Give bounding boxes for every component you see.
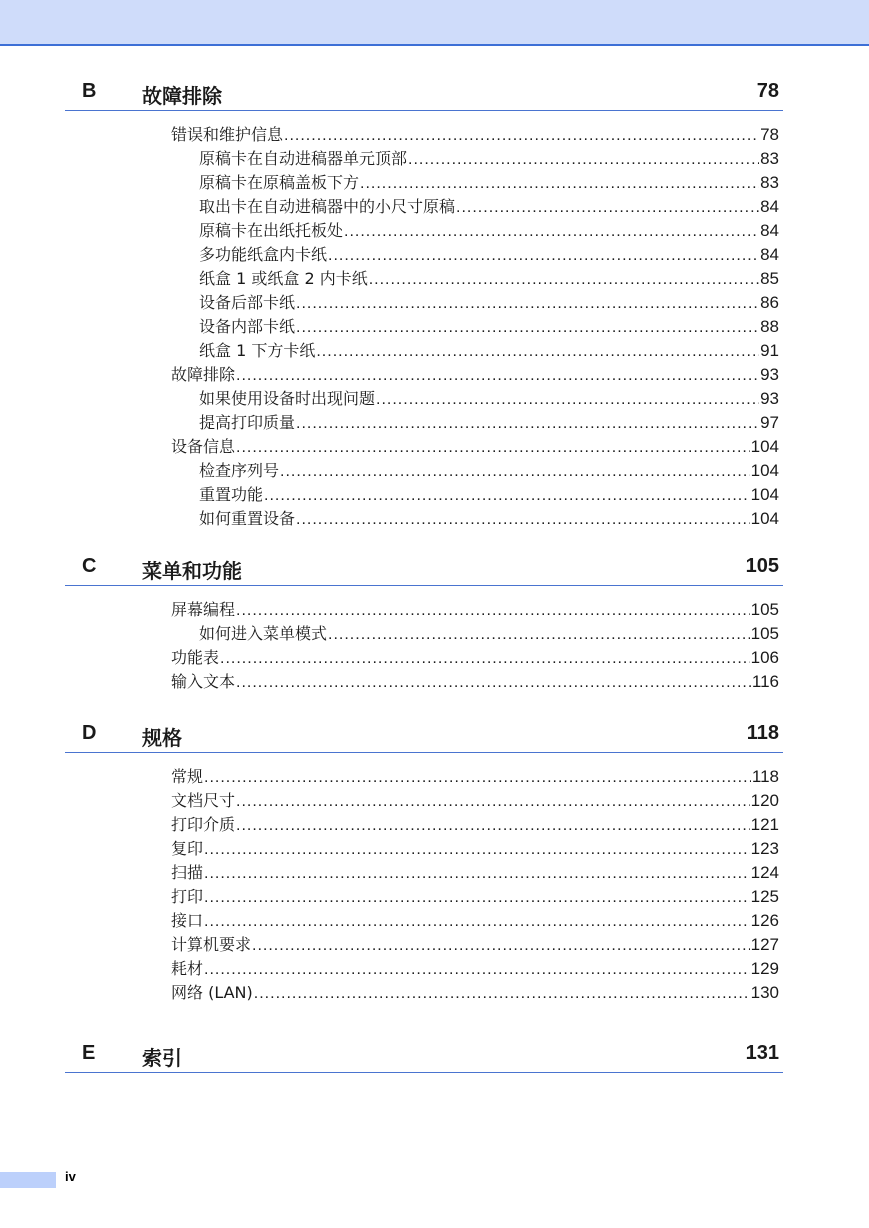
toc-entry-label: 屏幕编程 [171, 600, 236, 619]
toc-entry[interactable] [171, 861, 783, 885]
dot-leader [316, 340, 759, 364]
toc-entry-label: 接口 [171, 911, 204, 930]
toc-entry-label: 设备后部卡纸 [199, 293, 296, 312]
dot-leader [369, 268, 759, 292]
toc-entry[interactable] [171, 123, 783, 147]
toc-entry-label: 检查序列号 [199, 461, 280, 480]
section-title: 索引 [142, 1046, 182, 1070]
toc-subentry[interactable] [199, 219, 783, 243]
toc-entry-page: 104 [750, 509, 779, 528]
dot-leader [236, 599, 750, 623]
toc-entry-label: 输入文本 [171, 672, 236, 691]
toc-entry[interactable] [171, 435, 783, 459]
dot-leader [264, 484, 750, 508]
toc-subentry[interactable] [199, 622, 783, 646]
toc-entry-label: 如何进入菜单模式 [199, 624, 328, 643]
toc-entry-page: 88 [760, 317, 779, 336]
toc-entry-label: 故障排除 [171, 365, 236, 384]
toc-entry[interactable] [171, 957, 783, 981]
dot-leader [204, 910, 750, 934]
toc-entry-page: 93 [760, 389, 779, 408]
toc-entry-label: 设备内部卡纸 [199, 317, 296, 336]
toc-entry-page: 78 [760, 125, 779, 144]
dot-leader [236, 814, 750, 838]
dot-leader [296, 316, 759, 340]
toc-entry-label: 打印 [171, 887, 204, 906]
toc-entry-page: 84 [760, 245, 779, 264]
header-band [0, 0, 869, 46]
toc-subentry[interactable] [199, 315, 783, 339]
toc-subentry[interactable] [199, 147, 783, 171]
toc-entry-page: 125 [750, 887, 779, 906]
toc-subentry[interactable] [199, 411, 783, 435]
dot-leader [284, 124, 759, 148]
toc-entry-page: 105 [750, 624, 779, 643]
dot-leader [296, 508, 750, 532]
toc-entry-label: 功能表 [171, 648, 220, 667]
toc-subentry[interactable] [199, 507, 783, 531]
toc-entry-page: 91 [760, 341, 779, 360]
toc-entry-label: 纸盒 1 下方卡纸 [199, 341, 316, 360]
dot-leader [236, 790, 750, 814]
dot-leader [204, 886, 750, 910]
section-letter: D [82, 722, 97, 744]
dot-leader [204, 862, 750, 886]
section-page-number: 78 [756, 80, 779, 102]
toc-entry-page: 85 [760, 269, 779, 288]
toc-entry[interactable] [171, 909, 783, 933]
toc-subentry[interactable] [199, 387, 783, 411]
toc-subentry[interactable] [199, 459, 783, 483]
toc-entry-label: 纸盒 1 或纸盒 2 内卡纸 [199, 269, 368, 288]
section-page-number: 131 [745, 1042, 779, 1064]
toc-entry[interactable] [171, 598, 783, 622]
toc-entry-page: 84 [760, 197, 779, 216]
toc-section-d [65, 722, 783, 1005]
toc-entry-label: 计算机要求 [171, 935, 252, 954]
toc-entry[interactable] [171, 670, 783, 694]
dot-leader [376, 388, 759, 412]
dot-leader [236, 671, 751, 695]
toc-subentry[interactable] [199, 243, 783, 267]
toc-entry-page: 84 [760, 221, 779, 240]
toc-entry-page: 121 [750, 815, 779, 834]
section-title: 规格 [142, 726, 182, 750]
toc-entry[interactable] [171, 765, 783, 789]
toc-entry-page: 116 [751, 672, 779, 691]
toc-entry-page: 97 [760, 413, 779, 432]
toc-entry-page: 130 [750, 983, 779, 1002]
dot-leader [252, 934, 750, 958]
toc-entry-label: 原稿卡在出纸托板处 [199, 221, 344, 240]
section-letter: C [82, 555, 97, 577]
toc-subentry[interactable] [199, 195, 783, 219]
toc-entry[interactable] [171, 837, 783, 861]
toc-entry-list [65, 598, 783, 694]
dot-leader [280, 460, 750, 484]
section-heading [65, 722, 783, 753]
toc-entry-page: 126 [750, 911, 779, 930]
toc-subentry[interactable] [199, 483, 783, 507]
toc-entry[interactable] [171, 933, 783, 957]
toc-entry[interactable] [171, 789, 783, 813]
toc-entry-label: 文档尺寸 [171, 791, 236, 810]
toc-entry-label: 错误和维护信息 [171, 125, 284, 144]
toc-entry-list [65, 765, 783, 1005]
toc-entry-page: 104 [750, 437, 779, 456]
dot-leader [408, 148, 759, 172]
section-heading [65, 1042, 783, 1073]
toc-entry-label: 耗材 [171, 959, 204, 978]
toc-entry[interactable] [171, 981, 783, 1005]
toc-entry-label: 重置功能 [199, 485, 264, 504]
toc-section-c [65, 555, 783, 694]
toc-entry-label: 提高打印质量 [199, 413, 296, 432]
toc-entry-label: 设备信息 [171, 437, 236, 456]
dot-leader [220, 647, 750, 671]
dot-leader [254, 982, 750, 1006]
toc-entry-page: 129 [750, 959, 779, 978]
toc-entry[interactable] [171, 646, 783, 670]
toc-entry[interactable] [171, 813, 783, 837]
toc-section-e [65, 1042, 783, 1073]
section-heading [65, 80, 783, 111]
toc-section-b [65, 80, 783, 531]
toc-entry-page: 106 [750, 648, 779, 667]
toc-entry-page: 123 [750, 839, 779, 858]
toc-entry-label: 常规 [171, 767, 204, 786]
toc-entry-label: 如果使用设备时出现问题 [199, 389, 376, 408]
toc-entry-label: 打印介质 [171, 815, 236, 834]
dot-leader [328, 623, 750, 647]
toc-entry-label: 扫描 [171, 863, 204, 882]
toc-entry-page: 118 [751, 767, 779, 786]
footer-tab [0, 1172, 56, 1188]
toc-entry-page: 93 [760, 365, 779, 384]
dot-leader [360, 172, 759, 196]
dot-leader [296, 412, 759, 436]
toc-entry-label: 多功能纸盒内卡纸 [199, 245, 328, 264]
dot-leader [236, 364, 759, 388]
toc-entry-page: 120 [750, 791, 779, 810]
toc-entry-page: 124 [750, 863, 779, 882]
toc-entry[interactable] [171, 885, 783, 909]
page-number: iv [65, 1169, 76, 1184]
dot-leader [328, 244, 759, 268]
toc-entry-page: 105 [750, 600, 779, 619]
toc-entry-page: 83 [760, 173, 779, 192]
dot-leader [344, 220, 759, 244]
dot-leader [236, 436, 750, 460]
toc-entry-page: 83 [760, 149, 779, 168]
toc-entry-page: 86 [760, 293, 779, 312]
section-title: 菜单和功能 [142, 559, 242, 583]
toc-entry-label: 复印 [171, 839, 204, 858]
dot-leader [204, 766, 751, 790]
toc-entry-label: 取出卡在自动进稿器中的小尺寸原稿 [199, 197, 456, 216]
toc-entry-page: 104 [750, 485, 779, 504]
toc-subentry[interactable] [199, 171, 783, 195]
section-letter: B [82, 80, 97, 102]
dot-leader [296, 292, 759, 316]
dot-leader [204, 838, 750, 862]
toc-entry-label: 如何重置设备 [199, 509, 296, 528]
toc-subentry[interactable] [199, 291, 783, 315]
section-page-number: 118 [746, 722, 779, 744]
section-title: 故障排除 [142, 84, 222, 108]
toc-entry-label: 原稿卡在自动进稿器单元顶部 [199, 149, 408, 168]
dot-leader [204, 958, 750, 982]
toc-entry-label: 网络 (LAN) [171, 983, 253, 1002]
section-letter: E [82, 1042, 96, 1064]
toc-entry-page: 104 [750, 461, 779, 480]
section-heading [65, 555, 783, 586]
toc-subentry[interactable] [199, 339, 783, 363]
toc-entry-label: 原稿卡在原稿盖板下方 [199, 173, 360, 192]
section-page-number: 105 [745, 555, 779, 577]
toc-entry-list [65, 123, 783, 531]
dot-leader [456, 196, 759, 220]
toc-entry-page: 127 [750, 935, 779, 954]
toc-subentry[interactable] [199, 267, 783, 291]
toc-entry[interactable] [171, 363, 783, 387]
